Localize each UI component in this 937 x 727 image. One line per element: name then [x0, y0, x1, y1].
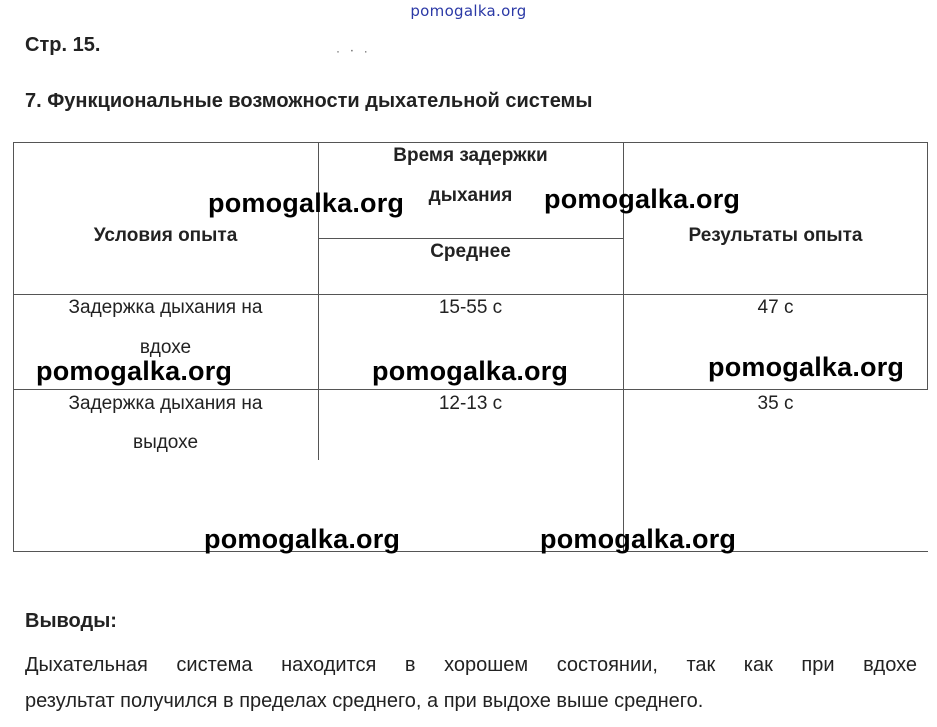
table-border-bottom: [13, 551, 928, 552]
conclusion-label: Выводы:: [25, 610, 117, 632]
row1-condition-line2: вдохе: [139, 337, 192, 358]
watermark-overlay: pomogalka.org: [544, 184, 741, 214]
col-header-breath-hold-time-line1: Время задержки: [393, 145, 548, 166]
col-header-conditions: Условия опыта: [93, 225, 238, 246]
page-reference: Стр. 15.: [25, 34, 101, 56]
conclusion-text: [25, 647, 917, 719]
row2-condition-line1: Задержка дыхания на: [68, 393, 263, 414]
watermark-overlay: pomogalka.org: [208, 188, 405, 218]
row2-result: 35 с: [757, 393, 794, 414]
row2-condition-line2: выдохе: [132, 432, 199, 453]
watermark-overlay: pomogalka.org: [372, 356, 569, 386]
row1-condition-line1: Задержка дыхания на: [68, 297, 263, 318]
row1-result: 47 с: [757, 297, 794, 318]
watermark-overlay: pomogalka.org: [204, 524, 401, 554]
col-header-breath-hold-time-line2: дыхания: [428, 185, 513, 206]
row2-average: 12-13 с: [438, 393, 503, 414]
watermark-overlay: pomogalka.org: [540, 524, 737, 554]
watermark-overlay: pomogalka.org: [36, 356, 233, 386]
conclusion-line-1: Дыхательная система находится в хорошем состоянии, так как при вдохе: [25, 654, 917, 676]
col-subheader-average: Среднее: [430, 241, 511, 262]
row1-average: 15-55 с: [438, 297, 503, 318]
section-title: 7. Функциональные возможности дыхательной системы: [25, 90, 593, 112]
scan-specks: ·‧·: [336, 44, 378, 58]
top-watermark: pomogalka.org: [410, 2, 527, 20]
watermark-overlay: pomogalka.org: [708, 352, 905, 382]
col-header-results: Результаты опыта: [688, 225, 863, 246]
conclusion-line-2: результат получился в пределах среднего, а при выдохе выше среднего.: [25, 690, 704, 712]
